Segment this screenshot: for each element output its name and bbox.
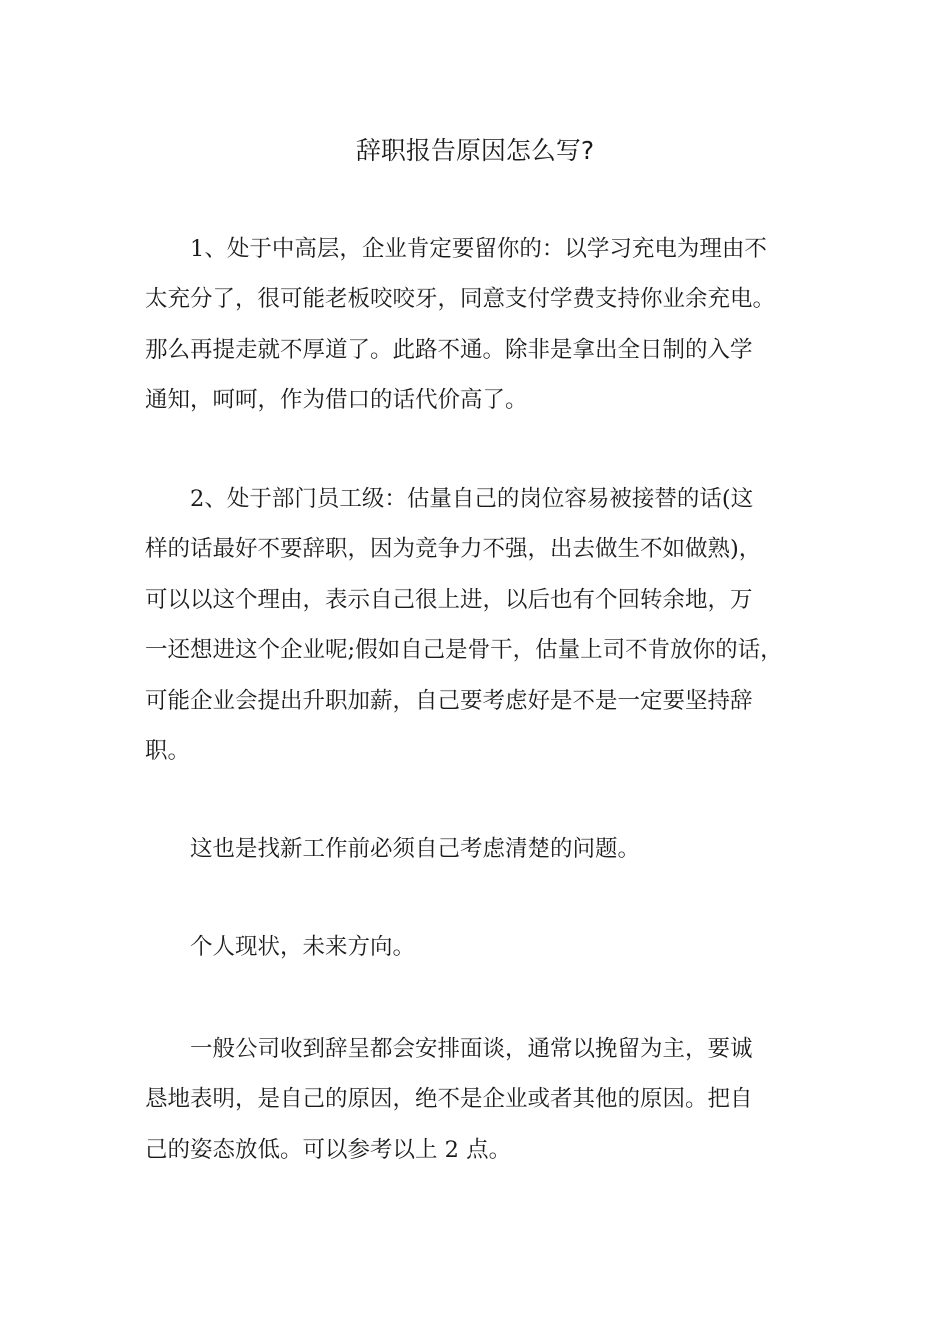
paragraph-line: 1、处于中高层，企业肯定要留你的：以学习充电为理由不 (190, 236, 767, 262)
paragraph-line: 一还想进这个企业呢;假如自己是骨干，估量上司不肯放你的话， (145, 637, 783, 664)
paragraph-line: 那么再提走就不厚道了。此路不通。除非是拿出全日制的入学 (145, 336, 753, 363)
paragraph-line: 职。 (145, 738, 191, 765)
paragraph-line: 可以以这个理由，表示自己很上进，以后也有个回转余地，万 (145, 586, 753, 613)
paragraph-line: 一般公司收到辞呈都会安排面谈，通常以挽留为主，要诚 (190, 1036, 753, 1062)
paragraph-4 (145, 922, 815, 972)
paragraph-5 (145, 1024, 815, 1175)
paragraph-line: 恳地表明，是自己的原因，绝不是企业或者其他的原因。把自 (145, 1086, 753, 1113)
paragraph-line: 样的话最好不要辞职，因为竞争力不强，出去做生不如做熟)， (145, 536, 762, 563)
paragraph-3 (145, 824, 815, 874)
paragraph-2 (145, 474, 815, 776)
paragraph-line: 2、处于部门员工级：估量自己的岗位容易被接替的话(这 (190, 486, 754, 512)
paragraph-1 (145, 224, 815, 426)
paragraph-line: 个人现状，未来方向。 (190, 934, 416, 960)
paragraph-line: 太充分了，很可能老板咬咬牙，同意支付学费支持你业余充电。 (145, 286, 776, 313)
paragraph-line: 通知，呵呵，作为借口的话代价高了。 (145, 387, 528, 414)
paragraph-line: 己的姿态放低。可以参考以上 2 点。 (145, 1136, 512, 1163)
paragraph-line: 可能企业会提出升职加薪，自己要考虑好是不是一定要坚持辞 (145, 687, 753, 714)
paragraph-line: 这也是找新工作前必须自己考虑清楚的问题。 (190, 836, 641, 862)
document-title: 辞职报告原因怎么写? (355, 136, 595, 165)
